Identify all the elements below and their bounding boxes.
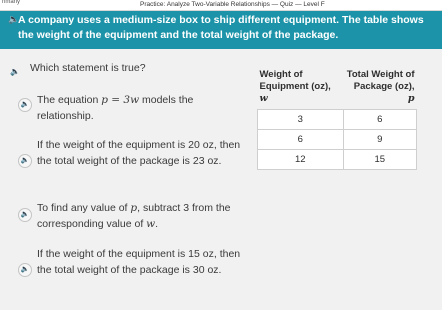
speaker-icon[interactable]: 🔈 xyxy=(18,263,32,277)
choice-1-post: models the relationship. xyxy=(37,94,194,122)
speaker-icon[interactable]: 🔈 xyxy=(10,67,20,76)
choice-1-equation: p = 3w xyxy=(101,94,140,106)
col2-header-line2: Package (oz), xyxy=(353,81,415,92)
speaker-icon[interactable]: 🔈 xyxy=(18,98,32,112)
table-row xyxy=(258,130,417,150)
choice-3-mid: , subtract 3 from the corresponding value of xyxy=(37,202,231,230)
question-header xyxy=(0,11,442,49)
table-cell: 6 xyxy=(343,110,416,130)
column-header-total xyxy=(343,68,416,110)
prompt-text: Which statement is true? xyxy=(30,62,146,74)
top-bar xyxy=(0,0,442,11)
speaker-icon[interactable]: 🔈 xyxy=(8,14,20,24)
table-cell: 15 xyxy=(343,150,416,170)
choice-3-text xyxy=(37,200,247,232)
choice-4-text: If the weight of the equipment is 15 oz, then the total weight of the package is 30 oz. xyxy=(37,248,241,276)
speaker-icon[interactable]: 🔈 xyxy=(18,154,32,168)
column-header-weight xyxy=(258,68,344,110)
choice-1-pre: The equation xyxy=(37,94,102,106)
choice-3-post: . xyxy=(155,218,159,230)
choice-1-text xyxy=(37,92,247,124)
weight-table xyxy=(257,68,417,170)
table-row xyxy=(258,150,417,170)
col2-header-line1: Total Weight of xyxy=(346,69,415,80)
table-cell: 6 xyxy=(258,130,344,150)
choice-3-pre: To find any value of xyxy=(37,202,131,214)
speaker-icon[interactable]: 🔈 xyxy=(18,208,32,222)
top-bar-fragment: rlmany xyxy=(2,0,21,5)
table-cell: 12 xyxy=(258,150,344,170)
col2-var: p xyxy=(407,93,415,104)
table-row xyxy=(258,110,417,130)
choice-2-text: If the weight of the equipment is 20 oz, then the total weight of the package is 23 oz. xyxy=(37,139,241,167)
table-cell: 9 xyxy=(343,130,416,150)
question-text: A company uses a medium-size box to ship different equipment. The table shows the weight of the equipment and the total weight of the package. xyxy=(18,14,424,41)
col1-var: w xyxy=(259,93,268,104)
choice-3-var-p: p xyxy=(130,202,138,214)
col1-header-line1: Weight of xyxy=(259,69,303,80)
breadcrumb: Practice: Analyze Two-Variable Relationships — Quiz — Level F xyxy=(140,1,325,8)
choice-3-var-w: w xyxy=(146,218,156,230)
col1-header-line2: Equipment (oz), xyxy=(259,81,331,92)
table-cell: 3 xyxy=(258,110,344,130)
